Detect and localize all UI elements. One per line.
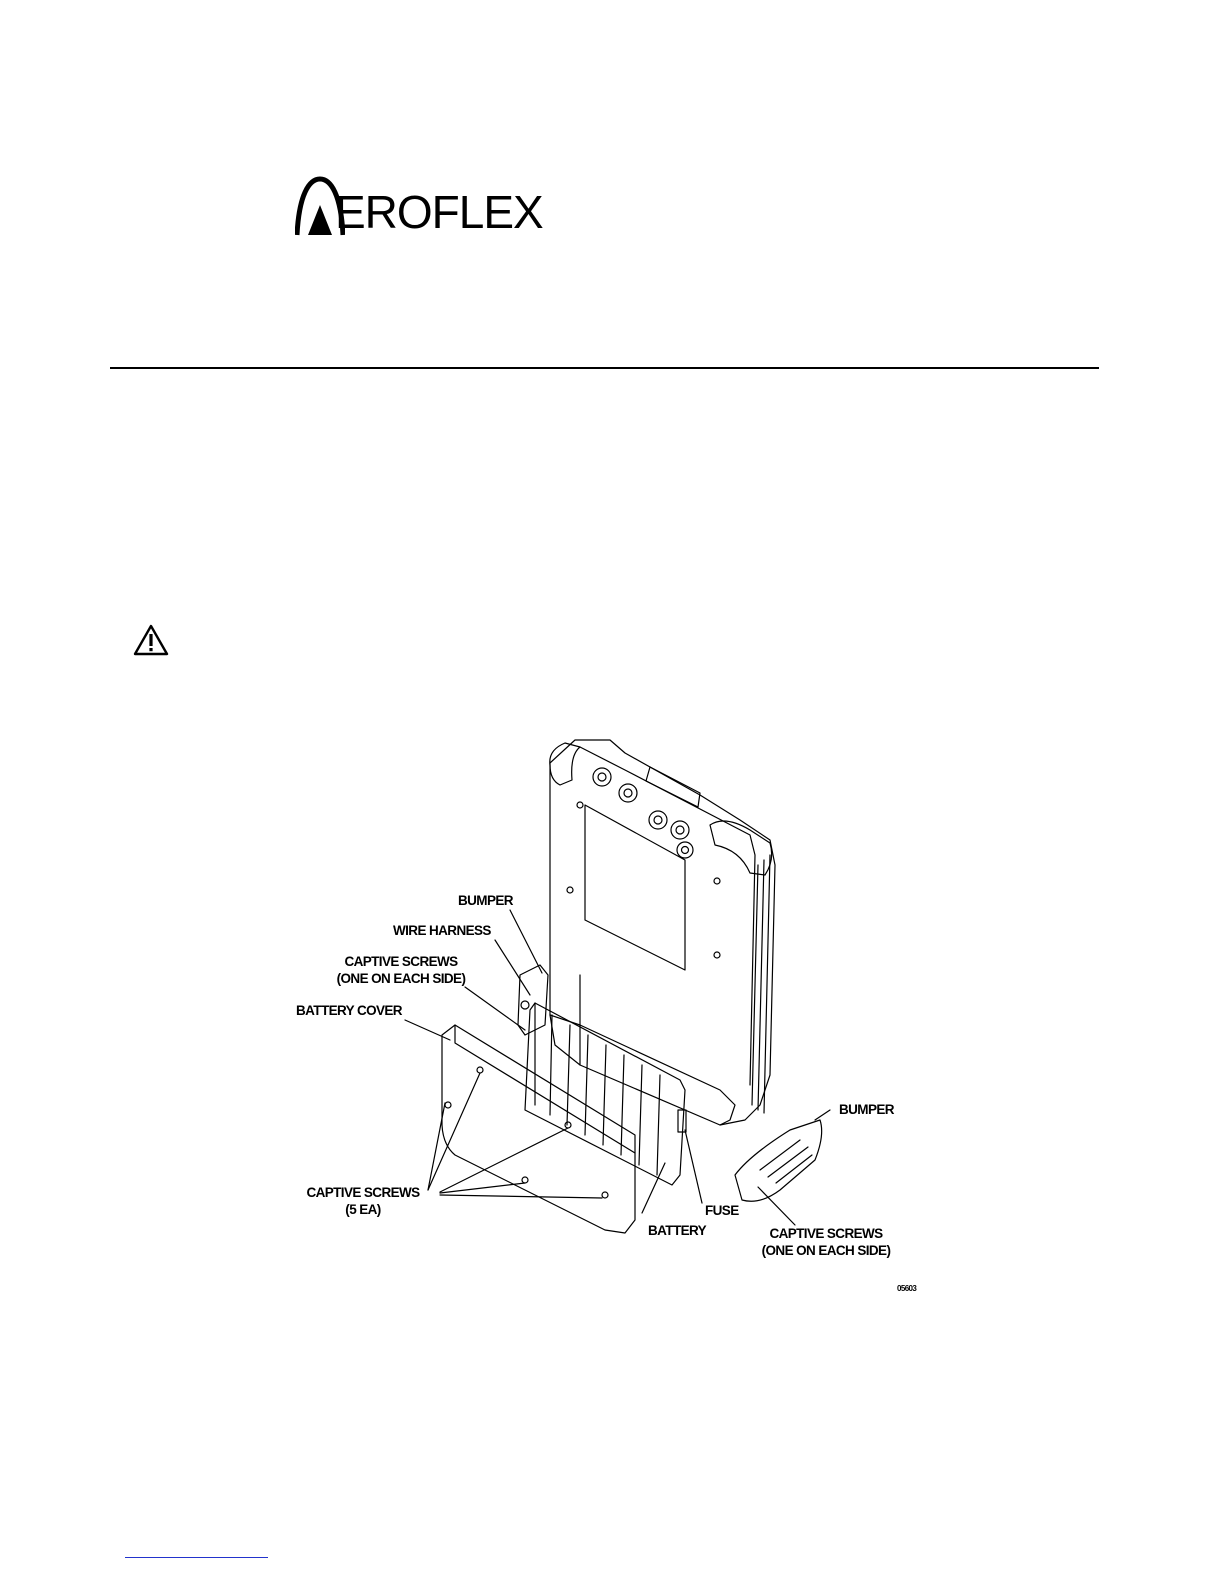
label-captive-screws-5-line1: CAPTIVE SCREWS <box>306 1185 420 1200</box>
battery-compartment <box>550 1015 735 1125</box>
label-captive-screws-side-line1: CAPTIVE SCREWS <box>344 954 458 969</box>
figure-number: 05603 <box>897 1284 917 1293</box>
label-captive-screws-side-right-line1: CAPTIVE SCREWS <box>769 1226 883 1241</box>
label-captive-screws-side-right <box>752 1225 900 1259</box>
top-right-bumper <box>710 821 772 875</box>
label-captive-screws-5 <box>300 1184 426 1218</box>
label-battery-cover: BATTERY COVER <box>296 1003 402 1018</box>
device-body-outline <box>550 740 775 1125</box>
label-bumper-top: BUMPER <box>458 893 513 908</box>
left-bumper-piece <box>518 965 548 1035</box>
label-captive-screws-side <box>320 953 482 987</box>
footer-link-underline[interactable] <box>125 1557 268 1558</box>
label-panel <box>585 805 685 970</box>
label-bumper-right: BUMPER <box>839 1102 894 1117</box>
header-divider <box>110 367 1099 369</box>
label-wire-harness: WIRE HARNESS <box>393 923 491 938</box>
right-bumper-piece <box>735 1120 822 1201</box>
label-battery: BATTERY <box>648 1223 707 1238</box>
fuse-shape <box>678 1110 686 1132</box>
logo-wordmark: EROFLEX <box>335 186 543 238</box>
label-captive-screws-side-line2: (ONE ON EACH SIDE) <box>336 971 466 986</box>
label-captive-screws-side-right-line2: (ONE ON EACH SIDE) <box>761 1243 891 1258</box>
label-fuse: FUSE <box>705 1203 739 1218</box>
warning-triangle-icon <box>133 624 169 656</box>
battery-replacement-figure <box>280 725 940 1295</box>
aeroflex-logo <box>295 175 543 238</box>
label-captive-screws-5-line2: (5 EA) <box>345 1202 381 1217</box>
